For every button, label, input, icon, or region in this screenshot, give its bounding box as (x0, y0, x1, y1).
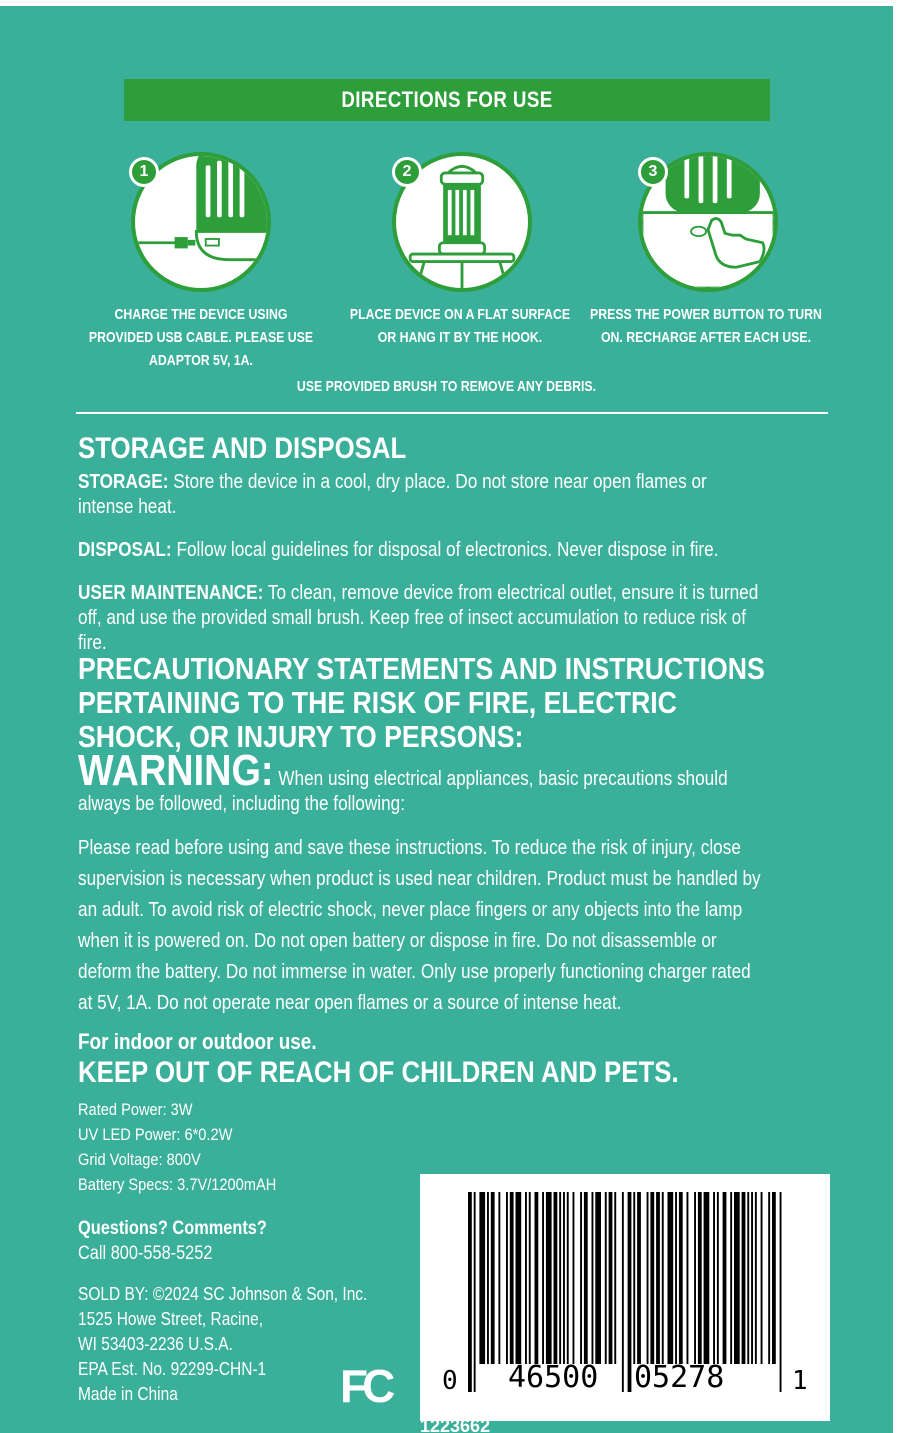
barcode-bar (768, 1192, 770, 1364)
barcode-bar (614, 1192, 616, 1364)
barcode-bar (510, 1192, 514, 1364)
barcode-bar (742, 1192, 746, 1364)
spec-uv-led: UV LED Power: 6*0.2W (78, 1125, 233, 1144)
barcode-bar (747, 1192, 749, 1364)
barcode-bar (687, 1192, 689, 1364)
warning-text: When using electrical appliances, basic precautions should always be followed, including the following: (78, 768, 728, 815)
brush-note: USE PROVIDED BRUSH TO REMOVE ANY DEBRIS. (296, 378, 597, 395)
barcode-bar (516, 1192, 522, 1364)
specs-section (78, 1097, 422, 1197)
page-edge (893, 0, 898, 1433)
disposal-text: Follow local guidelines for disposal of electronics. Never dispose in fire. (171, 539, 719, 561)
maintenance-label: USER MAINTENANCE: (78, 582, 264, 604)
barcode-bar (717, 1192, 719, 1364)
barcode-check-digit: 1 (792, 1366, 808, 1396)
fcc-logo-text: FC (340, 1360, 390, 1410)
warning-paragraph (78, 746, 766, 817)
barcode-bars-icon (420, 1174, 830, 1421)
barcode-bar (679, 1192, 683, 1364)
maintenance-paragraph (78, 581, 766, 656)
precautions-section (78, 652, 766, 1090)
section-divider (76, 412, 828, 414)
spec-rated-power: Rated Power: 3W (78, 1100, 193, 1119)
warning-word: WARNING: (78, 746, 274, 795)
barcode-bar (609, 1192, 613, 1364)
barcode-bar (723, 1192, 727, 1364)
barcode-bar (542, 1192, 544, 1364)
barcode-bar (662, 1192, 664, 1364)
keep-out-of-reach: KEEP OUT OF REACH OF CHILDREN AND PETS. (78, 1056, 679, 1089)
barcode-bar (529, 1192, 531, 1364)
barcode-bar (498, 1192, 500, 1364)
barcode-bar (704, 1192, 710, 1364)
sold-by-line-3: WI 53403-2236 U.S.A. (78, 1334, 233, 1354)
storage-label: STORAGE: (78, 471, 169, 493)
precautions-body: Please read before using and save these instructions. To reduce the risk of injury, close supervision is necessary when product is used near children. Product must be handled by an adult. To avoid risk of electric shock, never place fingers or any objects into the lamp when it is powered on. Do not open battery or dispose in fire. Do not disassemble or deform the battery. Do not immerse in water. Only use properly functioning charger rated at 5V, 1A. Do not operate near open flames or a source of intense heat. (78, 837, 761, 1014)
barcode-bar (633, 1192, 635, 1364)
barcode-bar (755, 1192, 757, 1364)
barcode-bar (592, 1192, 594, 1364)
spec-battery: Battery Specs: 3.7V/1200mAH (78, 1175, 277, 1194)
questions-label: Questions? Comments? (78, 1218, 267, 1239)
barcode-bar (525, 1192, 527, 1364)
precautions-heading: PRECAUTIONARY STATEMENTS AND INSTRUCTIONS PERTAINING TO THE RISK OF FIRE, ELECTRIC SHOCK, OR INJURY TO PERSONS: (78, 651, 765, 754)
batch-code: 1223662 (420, 1416, 491, 1433)
barcode-bar (563, 1192, 565, 1364)
directions-banner: DIRECTIONS FOR USE (124, 79, 770, 121)
barcode-bar (567, 1192, 569, 1364)
barcode-bar (605, 1192, 607, 1364)
barcode-bar (730, 1192, 732, 1364)
step-3-caption: PRESS THE POWER BUTTON TO TURN ON. RECHARGE AFTER EACH USE. (590, 306, 822, 346)
package-back-panel (0, 6, 893, 1433)
storage-heading: STORAGE AND DISPOSAL (78, 432, 407, 465)
barcode-bar (580, 1192, 582, 1364)
barcode-bar (474, 1192, 476, 1392)
barcode-bar (595, 1192, 601, 1364)
country-of-origin: Made in China (78, 1384, 178, 1404)
indoor-outdoor-note: For indoor or outdoor use. (78, 1029, 317, 1054)
barcode-bar (694, 1192, 696, 1364)
barcode-bar (637, 1192, 641, 1364)
barcode-bar (559, 1192, 561, 1364)
storage-section (78, 432, 766, 656)
barcode-bar (468, 1192, 472, 1392)
barcode-bar (668, 1192, 674, 1364)
barcode-bar (698, 1192, 702, 1364)
barcode-bar (675, 1192, 677, 1364)
barcode-bar (647, 1192, 649, 1364)
epa-establishment: EPA Est. No. 92299-CHN-1 (78, 1359, 267, 1379)
barcode-bar (772, 1192, 776, 1364)
barcode-bar (584, 1192, 588, 1364)
barcode-bar (573, 1192, 575, 1364)
spec-grid-voltage: Grid Voltage: 800V (78, 1150, 201, 1169)
barcode-bar (761, 1192, 763, 1364)
barcode-bar (650, 1192, 654, 1364)
barcode-bar (554, 1192, 558, 1364)
step-3-badge: 3 (638, 157, 668, 187)
barcode-bar (751, 1192, 753, 1364)
sold-by-line-1: SOLD BY: ©2024 SC Johnson & Son, Inc. (78, 1284, 368, 1304)
upc-barcode (420, 1174, 830, 1421)
fcc-logo-icon (340, 1358, 402, 1410)
maintenance-text: To clean, remove device from electrical outlet, ensure it is turned off, and use the provided small brush. Keep free of insect accumulation to reduce risk of fire. (78, 582, 759, 654)
storage-text: Store the device in a cool, dry place. Do not store near open flames or intense heat. (78, 471, 707, 518)
barcode-bar (713, 1192, 715, 1364)
barcode-lead-digit: 0 (442, 1366, 458, 1396)
barcode-bar (622, 1192, 624, 1392)
barcode-bar (535, 1192, 539, 1364)
barcode-bar (780, 1192, 782, 1392)
sold-by-line-2: 1525 Howe Street, Racine, (78, 1309, 264, 1329)
barcode-bar (506, 1192, 508, 1364)
barcode-bar (491, 1192, 495, 1364)
barcode-bar (546, 1192, 552, 1364)
step-2-caption: PLACE DEVICE ON A FLAT SURFACE OR HANG IT BY THE HOOK. (349, 306, 571, 346)
phone-number: Call 800-558-5252 (78, 1243, 213, 1264)
step-1-caption: CHARGE THE DEVICE USING PROVIDED USB CABLE. PLEASE USE ADAPTOR 5V, 1A. (88, 306, 314, 369)
barcode-bar (487, 1192, 489, 1364)
barcode-left-group: 46500 (508, 1360, 599, 1395)
contact-section (78, 1216, 422, 1266)
storage-paragraph (78, 470, 766, 520)
disposal-paragraph (78, 538, 766, 563)
barcode-bar (656, 1192, 660, 1364)
barcode-bar (479, 1192, 485, 1364)
barcode-right-group: 05278 (634, 1360, 725, 1395)
barcode-bar (734, 1192, 740, 1364)
disposal-label: DISPOSAL: (78, 539, 172, 561)
step-2-badge: 2 (392, 157, 422, 187)
barcode-bar (628, 1192, 632, 1392)
step-1-badge: 1 (129, 157, 159, 187)
